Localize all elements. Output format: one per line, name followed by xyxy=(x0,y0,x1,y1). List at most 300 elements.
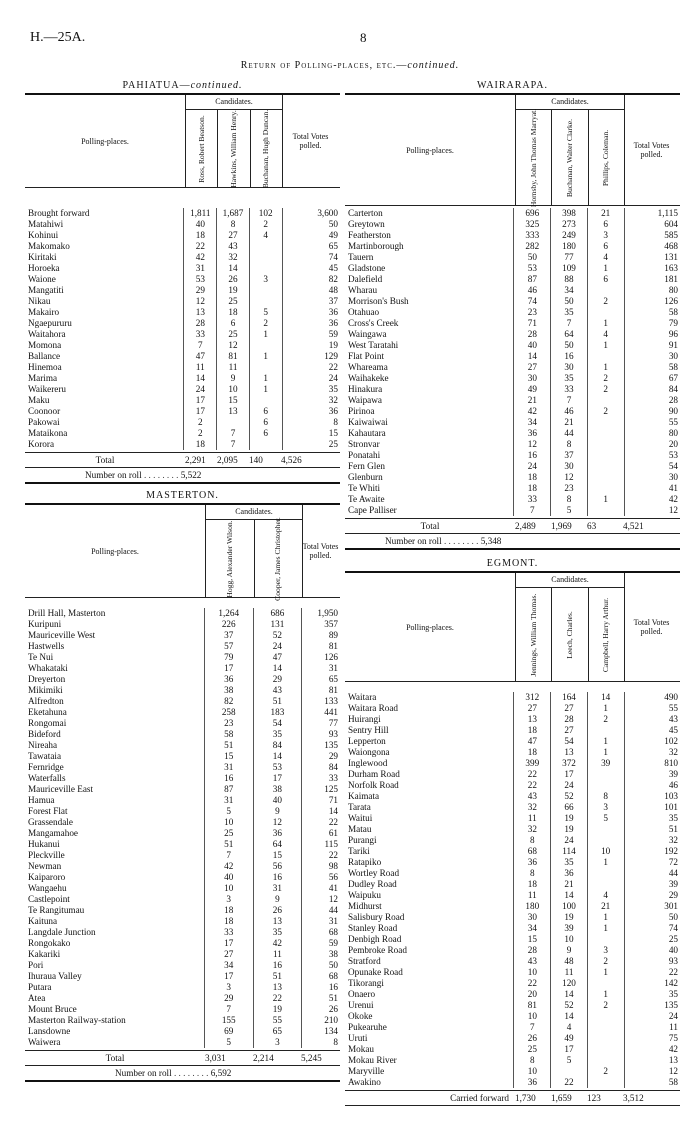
egmont-row-votes: 48 xyxy=(550,956,587,967)
masterton-row xyxy=(25,630,340,641)
masterton-row xyxy=(25,795,340,806)
egmont-row-total: 75 xyxy=(624,1033,681,1044)
wairarapa-row xyxy=(345,252,680,263)
pahiatua-polling-place: Waitahora xyxy=(28,329,66,339)
egmont-row-total: 58 xyxy=(624,1077,681,1088)
wairarapa-row-votes xyxy=(587,351,624,362)
masterton-row-votes: 17 xyxy=(204,971,253,982)
wairarapa-title-text: WAIRARAPA. xyxy=(476,80,549,91)
masterton-row-votes: 7 xyxy=(204,850,253,861)
egmont-row-votes: 14 xyxy=(550,1011,587,1022)
masterton-row-total: 71 xyxy=(301,795,340,806)
egmont-row-votes: 9 xyxy=(550,945,587,956)
egmont-row-total: 50 xyxy=(624,912,681,923)
pahiatua-polling-places-header: Polling-places. xyxy=(81,136,129,146)
egmont-carried-forward-row xyxy=(345,1090,680,1106)
masterton-row-total: 8 xyxy=(301,1037,340,1048)
wairarapa-row-votes: 273 xyxy=(550,219,587,230)
wairarapa-row xyxy=(345,450,680,461)
egmont-polling-place: Urenui xyxy=(348,1000,374,1010)
egmont-row-votes: 13 xyxy=(513,714,550,725)
wairarapa-polling-place: Te Awaite xyxy=(348,494,385,504)
masterton-row xyxy=(25,894,340,905)
masterton-polling-place: Mauriceville West xyxy=(28,630,96,640)
wairarapa-polling-place: Kaiwaiwai xyxy=(348,417,388,427)
wairarapa-row-votes: 46 xyxy=(550,406,587,417)
pahiatua-row-votes: 40 xyxy=(183,219,216,230)
egmont-row xyxy=(345,747,680,758)
egmont-title-text: EGMONT. xyxy=(486,558,539,569)
egmont-row xyxy=(345,1077,680,1088)
egmont-polling-place: Dudley Road xyxy=(348,879,397,889)
egmont-row-votes: 30 xyxy=(513,912,550,923)
egmont-row-votes: 49 xyxy=(550,1033,587,1044)
egmont-row xyxy=(345,780,680,791)
egmont-row xyxy=(345,846,680,857)
document-reference: H.—25A. xyxy=(30,30,86,45)
wairarapa-row-votes: 3 xyxy=(587,230,624,241)
masterton-candidate-names xyxy=(206,516,302,601)
pahiatua-polling-place: Horoeka xyxy=(28,263,60,273)
masterton-row-votes: 13 xyxy=(253,982,302,993)
wairarapa-polling-place: Flat Point xyxy=(348,351,384,361)
pahiatua-row xyxy=(25,252,340,263)
egmont-row-total: 103 xyxy=(624,791,681,802)
wairarapa-row-votes: 12 xyxy=(550,472,587,483)
masterton-polling-place: Mount Bruce xyxy=(28,1004,77,1014)
masterton-row-votes: 25 xyxy=(204,828,253,839)
pahiatua-row-votes: 28 xyxy=(183,318,216,329)
egmont-polling-place: Onaero xyxy=(348,989,376,999)
masterton-polling-place: Mikimiki xyxy=(28,685,63,695)
masterton-row-votes: 36 xyxy=(253,828,302,839)
masterton-row-total: 14 xyxy=(301,806,340,817)
egmont-candidate-name: Jennings, William Thomas. xyxy=(528,593,538,676)
wairarapa-row-votes: 4 xyxy=(587,329,624,340)
pahiatua-row-votes: 25 xyxy=(216,329,249,340)
egmont-polling-place: Tarata xyxy=(348,802,371,812)
masterton-row-votes: 5 xyxy=(204,806,253,817)
wairarapa-row-votes xyxy=(587,450,624,461)
wairarapa-row xyxy=(345,241,680,252)
wairarapa-row-total: 96 xyxy=(624,329,681,340)
egmont-row-total: 32 xyxy=(624,747,681,758)
pahiatua-row-votes: 2 xyxy=(183,428,216,439)
pahiatua-row-votes: 7 xyxy=(216,428,249,439)
masterton-row-total: 133 xyxy=(301,696,340,707)
pahiatua-row xyxy=(25,208,340,219)
wairarapa-candidate-name: Hornsby, John Thomas Marryat. xyxy=(528,108,538,207)
wairarapa-row-votes xyxy=(587,472,624,483)
masterton-polling-place: Waiwera xyxy=(28,1037,61,1047)
egmont-row-votes: 27 xyxy=(550,703,587,714)
masterton-row-total: 441 xyxy=(301,707,340,718)
masterton-row-votes: 40 xyxy=(253,795,302,806)
egmont-row-total: 13 xyxy=(624,1055,681,1066)
wairarapa-total-row xyxy=(345,518,680,534)
wairarapa-row-votes: 2 xyxy=(587,384,624,395)
pahiatua-row-total: 50 xyxy=(282,219,340,230)
egmont-row-votes: 21 xyxy=(587,901,624,912)
egmont-row-total: 490 xyxy=(624,692,681,703)
masterton-row-total: 93 xyxy=(301,729,340,740)
egmont-row-total: 12 xyxy=(624,1066,681,1077)
pahiatua-row-votes: 1 xyxy=(249,373,282,384)
masterton-polling-place: Alfredton xyxy=(28,696,64,706)
wairarapa-polling-place: Waingawa xyxy=(348,329,387,339)
egmont-row-votes: 22 xyxy=(513,769,550,780)
masterton-row-total: 68 xyxy=(301,927,340,938)
egmont-candidate-total: 1,659 xyxy=(551,1093,572,1103)
masterton-row xyxy=(25,773,340,784)
masterton-row-votes: 82 xyxy=(204,696,253,707)
egmont-polling-place: Stratford xyxy=(348,956,381,966)
wairarapa-row-total: 79 xyxy=(624,318,681,329)
masterton-row-total: 31 xyxy=(301,663,340,674)
wairarapa-row-total: 84 xyxy=(624,384,681,395)
masterton-polling-place: Kaiparoro xyxy=(28,872,66,882)
egmont-polling-place: Awakino xyxy=(348,1077,381,1087)
masterton-row-votes: 131 xyxy=(253,619,302,630)
masterton-polling-place: Pleckville xyxy=(28,850,65,860)
egmont-row xyxy=(345,945,680,956)
masterton-row xyxy=(25,1015,340,1026)
masterton-row xyxy=(25,982,340,993)
egmont-row-votes: 1 xyxy=(587,967,624,978)
egmont-row-votes xyxy=(587,1022,624,1033)
wairarapa-bottom-rule xyxy=(345,548,680,550)
egmont-row-votes: 32 xyxy=(513,824,550,835)
pahiatua-row-votes: 6 xyxy=(249,428,282,439)
egmont-candidate-name: Leech, Charles. xyxy=(564,610,574,659)
egmont-row-votes xyxy=(587,1011,624,1022)
egmont-row-votes: 13 xyxy=(550,747,587,758)
egmont-header xyxy=(345,573,680,682)
pahiatua-row xyxy=(25,362,340,373)
wairarapa-row-votes: 333 xyxy=(513,230,550,241)
masterton-row-votes: 17 xyxy=(204,663,253,674)
pahiatua-row-votes xyxy=(216,417,249,428)
egmont-polling-place: Lepperton xyxy=(348,736,386,746)
masterton-polling-place: Lansdowne xyxy=(28,1026,71,1036)
masterton-row-votes: 22 xyxy=(253,993,302,1004)
egmont-row-votes: 22 xyxy=(513,780,550,791)
egmont-polling-place: Pukearuhe xyxy=(348,1022,387,1032)
egmont-row-votes: 39 xyxy=(550,923,587,934)
egmont-row-total: 102 xyxy=(624,736,681,747)
masterton-row-votes: 31 xyxy=(204,762,253,773)
masterton-row-votes: 38 xyxy=(204,685,253,696)
wairarapa-polling-place: Pirinoa xyxy=(348,406,375,416)
egmont-row-votes: 312 xyxy=(513,692,550,703)
masterton-title xyxy=(25,490,340,503)
egmont-row-votes: 43 xyxy=(513,791,550,802)
wairarapa-row-votes: 77 xyxy=(550,252,587,263)
wairarapa-row-votes: 18 xyxy=(513,483,550,494)
masterton-polling-place: Langdale Junction xyxy=(28,927,96,937)
wairarapa-row-votes: 398 xyxy=(550,208,587,219)
egmont-row-votes: 2 xyxy=(587,1000,624,1011)
pahiatua-candidate-total: 2,095 xyxy=(217,455,238,465)
masterton-row-votes: 35 xyxy=(253,927,302,938)
pahiatua-row-votes: 22 xyxy=(183,241,216,252)
egmont-candidate-column-header xyxy=(588,588,624,681)
wairarapa-row-votes: 30 xyxy=(550,461,587,472)
wairarapa-polling-place: Martinborough xyxy=(348,241,404,251)
masterton-polling-place: Putara xyxy=(28,982,52,992)
pahiatua-polling-place: Mataikona xyxy=(28,428,68,438)
wairarapa-polling-places-header: Polling-places. xyxy=(406,145,454,155)
egmont-row xyxy=(345,901,680,912)
masterton-row-votes: 51 xyxy=(253,696,302,707)
egmont-row-total: 42 xyxy=(624,1044,681,1055)
wairarapa-row-total: 585 xyxy=(624,230,681,241)
pahiatua-row xyxy=(25,296,340,307)
masterton-row xyxy=(25,696,340,707)
wairarapa-row-votes: 37 xyxy=(550,450,587,461)
wairarapa-polling-place: Carterton xyxy=(348,208,383,218)
pahiatua-row xyxy=(25,439,340,450)
masterton-polling-place: Bideford xyxy=(28,729,61,739)
egmont-row-total: 24 xyxy=(624,1011,681,1022)
pahiatua-row-total: 36 xyxy=(282,406,340,417)
wairarapa-row-votes: 12 xyxy=(513,439,550,450)
masterton-polling-place: Ihuraua Valley xyxy=(28,971,82,981)
wairarapa-row-total: 468 xyxy=(624,241,681,252)
masterton-row-total: 135 xyxy=(301,740,340,751)
masterton-row-total: 26 xyxy=(301,1004,340,1015)
egmont-row-votes: 52 xyxy=(550,1000,587,1011)
masterton-polling-place: Whakataki xyxy=(28,663,68,673)
egmont-row-votes: 18 xyxy=(513,725,550,736)
egmont-polling-place: Waitui xyxy=(348,813,373,823)
pahiatua-row-votes: 31 xyxy=(183,263,216,274)
egmont-polling-place: Matau xyxy=(348,824,372,834)
egmont-row xyxy=(345,835,680,846)
wairarapa-row-votes: 24 xyxy=(513,461,550,472)
pahiatua-row xyxy=(25,285,340,296)
masterton-polling-place: Hukanui xyxy=(28,839,60,849)
pahiatua-row-votes xyxy=(249,362,282,373)
egmont-row-votes: 66 xyxy=(550,802,587,813)
masterton-row-votes: 38 xyxy=(253,784,302,795)
egmont-row-votes: 22 xyxy=(550,1077,587,1088)
pahiatua-polling-place: Kohinui xyxy=(28,230,59,240)
egmont-row-votes: 81 xyxy=(513,1000,550,1011)
masterton-row-votes: 51 xyxy=(253,971,302,982)
masterton-row-votes: 9 xyxy=(253,806,302,817)
masterton-row-votes: 226 xyxy=(204,619,253,630)
pahiatua-row-votes: 19 xyxy=(216,285,249,296)
egmont-row-votes: 43 xyxy=(513,956,550,967)
egmont-row xyxy=(345,912,680,923)
masterton-row-votes: 258 xyxy=(204,707,253,718)
masterton-row-votes: 51 xyxy=(204,740,253,751)
wairarapa-row-total: 20 xyxy=(624,439,681,450)
egmont-row-votes: 32 xyxy=(513,802,550,813)
egmont-polling-place: Kaimata xyxy=(348,791,380,801)
masterton-row-votes: 10 xyxy=(204,883,253,894)
pahiatua-row-votes: 102 xyxy=(249,208,282,219)
wairarapa-row xyxy=(345,428,680,439)
egmont-polling-place: Norfolk Road xyxy=(348,780,399,790)
pahiatua-row-votes: 6 xyxy=(249,406,282,417)
masterton-candidate-column-header xyxy=(206,520,254,597)
page-number: 8 xyxy=(360,30,367,45)
masterton-row xyxy=(25,729,340,740)
masterton-polling-place: Rongomai xyxy=(28,718,67,728)
egmont-polling-place: Tikorangi xyxy=(348,978,384,988)
wairarapa-row-total: 30 xyxy=(624,351,681,362)
egmont-row-votes: 52 xyxy=(550,791,587,802)
wairarapa-row-votes: 16 xyxy=(550,351,587,362)
egmont-row-total: 44 xyxy=(624,868,681,879)
wairarapa-polling-place: Greytown xyxy=(348,219,385,229)
masterton-row xyxy=(25,905,340,916)
egmont-row-total: 93 xyxy=(624,956,681,967)
masterton-polling-place: Mauriceville East xyxy=(28,784,94,794)
pahiatua-row-votes: 42 xyxy=(183,252,216,263)
egmont-row-votes xyxy=(587,835,624,846)
wairarapa-row-votes xyxy=(587,428,624,439)
egmont-rows xyxy=(345,682,680,1090)
pahiatua-row-total: 3,600 xyxy=(282,208,340,219)
pahiatua-roll-leader-dots: . . . . . . . . xyxy=(141,470,181,480)
pahiatua-row-votes xyxy=(249,395,282,406)
wairarapa-row-total: 67 xyxy=(624,373,681,384)
egmont-row-votes: 1 xyxy=(587,857,624,868)
masterton-row-total: 12 xyxy=(301,894,340,905)
pahiatua-row-votes xyxy=(249,241,282,252)
egmont-row-votes: 8 xyxy=(513,1055,550,1066)
egmont-row-votes: 27 xyxy=(513,703,550,714)
masterton-row-votes: 9 xyxy=(253,894,302,905)
egmont-row-total: 74 xyxy=(624,923,681,934)
masterton-row-votes: 16 xyxy=(204,773,253,784)
pahiatua-polling-place: Maku xyxy=(28,395,50,405)
egmont-row-votes: 399 xyxy=(513,758,550,769)
pahiatua-row-total: 82 xyxy=(282,274,340,285)
masterton-row-total: 51 xyxy=(301,993,340,1004)
wairarapa-row-votes: 49 xyxy=(513,384,550,395)
egmont-polling-place: Purangi xyxy=(348,835,377,845)
masterton-row-votes: 65 xyxy=(253,1026,302,1037)
wairarapa-polling-place: Glenburn xyxy=(348,472,383,482)
masterton-row xyxy=(25,707,340,718)
egmont-row-votes: 8 xyxy=(513,835,550,846)
wairarapa-row-votes: 1 xyxy=(587,318,624,329)
egmont-row-votes xyxy=(587,978,624,989)
wairarapa-row xyxy=(345,296,680,307)
wairarapa-row-votes: 2 xyxy=(587,406,624,417)
egmont-polling-place: Mokau xyxy=(348,1044,375,1054)
pahiatua-row-votes: 4 xyxy=(249,230,282,241)
pahiatua-row xyxy=(25,340,340,351)
wairarapa-number-on-roll-row xyxy=(345,534,680,548)
masterton-row-votes: 16 xyxy=(253,960,302,971)
egmont-row-votes: 22 xyxy=(513,978,550,989)
pahiatua-candidate-column-header xyxy=(217,110,249,187)
egmont-row-total: 25 xyxy=(624,934,681,945)
wairarapa-polling-place: Hinakura xyxy=(348,384,383,394)
pahiatua-roll-value: 5,522 xyxy=(180,470,202,480)
masterton-polling-place: Masterton Railway-station xyxy=(28,1015,126,1025)
wairarapa-row xyxy=(345,384,680,395)
egmont-row-votes: 14 xyxy=(587,692,624,703)
pahiatua-row xyxy=(25,219,340,230)
subtitle-main: Return of Polling-places, etc.— xyxy=(240,60,408,71)
pahiatua-row-votes: 17 xyxy=(183,395,216,406)
pahiatua-row xyxy=(25,395,340,406)
pahiatua-row-votes: 6 xyxy=(216,318,249,329)
masterton-row-votes: 17 xyxy=(204,938,253,949)
pahiatua-candidate-column-header xyxy=(250,110,282,187)
masterton-row-votes: 183 xyxy=(253,707,302,718)
wairarapa-row-votes: 7 xyxy=(550,395,587,406)
pahiatua-row-total: 36 xyxy=(282,318,340,329)
pahiatua-row-votes: 33 xyxy=(183,329,216,340)
masterton-polling-place: Hamua xyxy=(28,795,55,805)
wairarapa-row-votes: 5 xyxy=(550,505,587,516)
pahiatua-row-total: 15 xyxy=(282,428,340,439)
pahiatua-row-votes: 7 xyxy=(216,439,249,450)
wairarapa-row xyxy=(345,219,680,230)
masterton-row xyxy=(25,927,340,938)
wairarapa-row-votes: 1 xyxy=(587,362,624,373)
egmont-row-votes: 27 xyxy=(550,725,587,736)
wairarapa-row xyxy=(345,208,680,219)
wairarapa-row-votes: 30 xyxy=(550,362,587,373)
wairarapa-row-votes: 50 xyxy=(550,340,587,351)
egmont-row-votes: 19 xyxy=(550,912,587,923)
egmont-row-votes: 21 xyxy=(550,879,587,890)
wairarapa-row-votes: 2 xyxy=(587,296,624,307)
pahiatua-row-votes: 11 xyxy=(216,362,249,373)
masterton-polling-place: Eketahuna xyxy=(28,707,67,717)
pahiatua-row-total: 35 xyxy=(282,384,340,395)
wairarapa-row-votes: 28 xyxy=(513,329,550,340)
egmont-row-total: 11 xyxy=(624,1022,681,1033)
masterton-row-votes: 686 xyxy=(253,608,302,619)
wairarapa-row xyxy=(345,274,680,285)
wairarapa-row-votes: 21 xyxy=(513,395,550,406)
pahiatua-row-total: 48 xyxy=(282,285,340,296)
masterton-row-votes: 33 xyxy=(204,927,253,938)
wairarapa-row-total: 80 xyxy=(624,285,681,296)
masterton-row-total: 357 xyxy=(301,619,340,630)
egmont-row-votes: 28 xyxy=(550,714,587,725)
egmont-polling-place: Inglewood xyxy=(348,758,388,768)
egmont-row xyxy=(345,989,680,1000)
wairarapa-row-votes: 40 xyxy=(513,340,550,351)
egmont-row-votes: 35 xyxy=(550,857,587,868)
masterton-row xyxy=(25,916,340,927)
wairarapa-candidate-total: 2,489 xyxy=(515,521,536,531)
masterton-row-total: 22 xyxy=(301,817,340,828)
pahiatua-row-total: 45 xyxy=(282,263,340,274)
wairarapa-row-votes: 1 xyxy=(587,494,624,505)
pahiatua-row-votes: 5 xyxy=(249,307,282,318)
pahiatua-row-votes: 43 xyxy=(216,241,249,252)
egmont-polling-place: Waiongona xyxy=(348,747,390,757)
pahiatua-row-votes xyxy=(249,340,282,351)
egmont-row-total: 101 xyxy=(624,802,681,813)
masterton-row-votes: 51 xyxy=(204,839,253,850)
pahiatua-row-votes: 29 xyxy=(183,285,216,296)
masterton-row-votes: 37 xyxy=(204,630,253,641)
pahiatua-polling-place: Momona xyxy=(28,340,62,350)
wairarapa-row-votes: 7 xyxy=(513,505,550,516)
